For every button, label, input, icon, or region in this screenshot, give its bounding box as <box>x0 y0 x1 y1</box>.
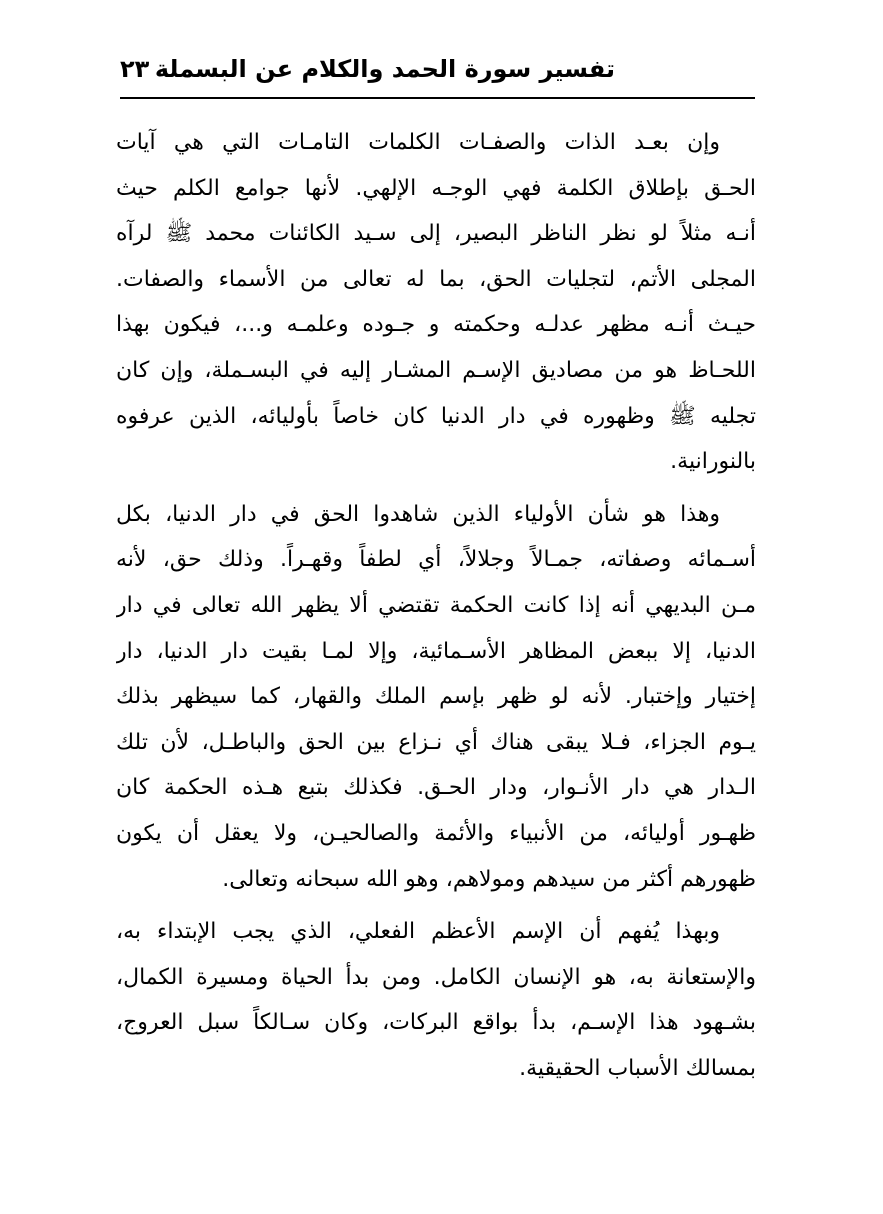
text-line: حيـث أنـه مظهر عدلـه وحكمته و جـوده وعلمـه و...، فيكون بهذا <box>116 312 756 338</box>
text-line: مـن البديهي أنه إذا كانت الحكمة تقتضي ألا يظهر الله تعالى في دار <box>116 592 756 618</box>
text-line: وإن بعـد الذات والصفـات الكلمات التامـات التي هي آيات <box>116 130 720 155</box>
text-line: ظهـور أوليائه، من الأنبياء والأئمة والصالحيـن، ولا يعقل أن يكون <box>116 820 756 846</box>
text-line: ظهورهم أكثر من سيدهم ومولاهم، وهو الله سبحانه وتعالى. <box>222 866 756 892</box>
paragraph-1 <box>116 120 756 485</box>
text-line: وهذا هو شأن الأولياء الذين شاهدوا الحق في دار الدنيا، بكل <box>116 501 720 527</box>
text-line: إختيار وإختبار. لأنه لو ظهر بإسم الملك والقهار، كما سيظهر بذلك <box>116 684 756 710</box>
header-divider <box>120 97 755 99</box>
text-line: وبهذا يُفهم أن الإسم الأعظم الفعلي، الذي يجب الإبتداء به، <box>116 919 720 945</box>
text-line: أسـمائه وصفاته، جمـالاً وجلالاً، أي لطفاً وقهـراً. وذلك حق، لأنه <box>116 547 756 573</box>
text-line: بمسالك الأسباب الحقيقية. <box>519 1055 756 1081</box>
running-title: تفسير سورة الحمد والكلام عن البسملة <box>154 55 615 83</box>
page-header <box>120 50 755 94</box>
text-line: الـدار هي دار الأنـوار، ودار الحـق. فكذلك بتبع هـذه الحكمة كان <box>116 775 756 801</box>
page-number: ٢٣ <box>120 55 150 83</box>
text-line: تجليه ﷺ وظهوره في دار الدنيا كان خاصاً بأوليائه، الذين عرفوه <box>116 403 756 429</box>
text-line: يـوم الجزاء، فـلا يبقى هناك أي نـزاع بين الحق والباطـل، لأن تلك <box>116 729 756 755</box>
paragraph-3 <box>116 909 756 1091</box>
text-line: الدنيا، إلا ببعض المظاهر الأسـمائية، وإلا لمـا بقيت دار الدنيا، دار <box>116 638 756 664</box>
text-line: أنـه مثلاً لو نظر الناظر البصير، إلى سـيد الكائنات محمد ﷺ لرآه <box>116 221 756 247</box>
text-line: والإستعانة به، هو الإنسان الكامل. ومن بدأ الحياة ومسيرة الكمال، <box>116 964 756 990</box>
body-text <box>116 120 756 1091</box>
text-line: بشـهود هذا الإسـم، بدأ بواقع البركات، وكان سـالكاً سبل العروج، <box>116 1010 756 1036</box>
text-line: المجلى الأتم، لتجليات الحق، بما له تعالى من الأسماء والصفات. <box>116 266 756 292</box>
text-line: الحـق بإطلاق الكلمة فهي الوجـه الإلهي. لأنها جوامع الكلم حيث <box>116 175 756 201</box>
text-line: بالنورانية. <box>670 449 756 475</box>
text-line: اللحـاظ هو من مصاديق الإسـم المشـار إليه في البسـملة، وإن كان <box>116 357 756 383</box>
paragraph-2 <box>116 492 756 902</box>
